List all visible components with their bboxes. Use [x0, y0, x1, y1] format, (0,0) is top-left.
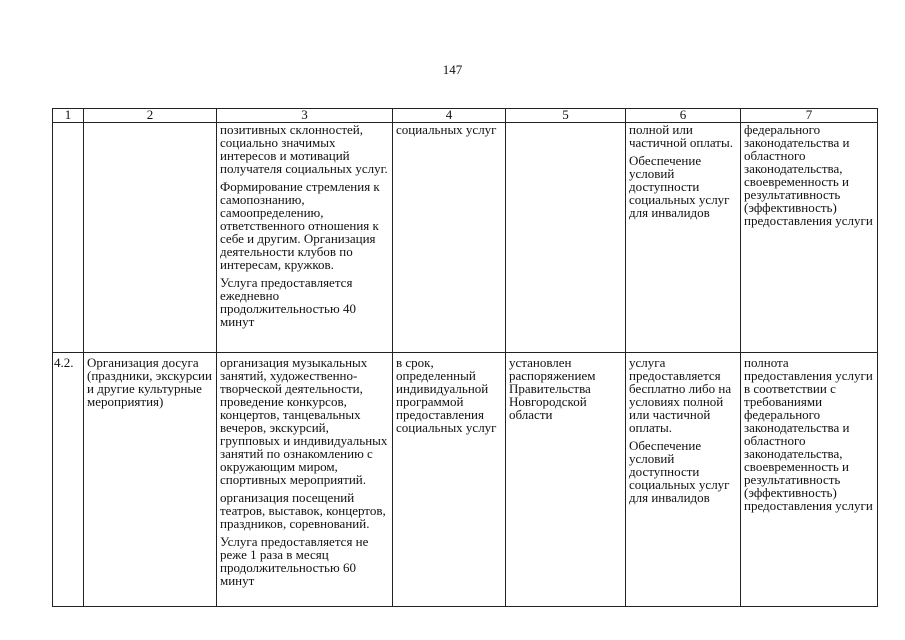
- column-number-row: [53, 109, 878, 123]
- paragraph: Обеспечение условий доступности социальных услуг для инвалидов: [629, 153, 730, 220]
- paragraph: позитивных склонностей, социально значимых интересов и мотиваций получателя социальных услуг.: [220, 122, 388, 176]
- cell-term: социальных услуг: [393, 123, 506, 353]
- cell-term: в срок, определенный индивидуальной программой предоставления социальных услуг: [393, 353, 506, 607]
- column-header: 3: [217, 109, 393, 123]
- paragraph: полной или частичной оплаты.: [629, 122, 733, 150]
- cell-service-name: Организация досуга (праздники, экскурсии и другие культурные мероприятия): [84, 353, 217, 607]
- cell-standard: установлен распоряжением Правительства Новгородской области: [506, 353, 626, 607]
- paragraph: услуга предоставляется бесплатно либо на условиях полной или частичной оплаты.: [629, 355, 732, 435]
- cell-service-name: [84, 123, 217, 353]
- table-row-4-2: [53, 353, 878, 607]
- cell-service-description: [217, 123, 393, 353]
- paragraph: организация посещений театров, выставок, концертов, праздников, соревнований.: [220, 490, 386, 531]
- column-header: 6: [626, 109, 741, 123]
- cell-service-description: [217, 353, 393, 607]
- cell-number: [53, 123, 84, 353]
- cell-quality: полнота предоставления услуги в соответствии с требованиями федерального законодательства и областного законодательства, своевременность и результативность (эффективность) предоставления услуги: [741, 353, 878, 607]
- paragraph: Формирование стремления к самопознанию, самоопределению, ответственного отношения к себе и другим. Организация деятельности клубов по интересам, кружков.: [220, 179, 380, 272]
- column-header: 7: [741, 109, 878, 123]
- cell-conditions: [626, 353, 741, 607]
- column-header: 5: [506, 109, 626, 123]
- paragraph: Услуга предоставляется ежедневно продолжительностью 40 минут: [220, 275, 356, 329]
- cell-standard: [506, 123, 626, 353]
- cell-quality: федерального законодательства и областного законодательства, своевременность и результативность (эффективность) предоставления услуги: [741, 123, 878, 353]
- paragraph: организация музыкальных занятий, художественно-творческой деятельности, проведение конкурсов, концертов, танцевальных вечеров, экскурсий, групповых и индивидуальных занятий по ознакомлению с окружающим миром, спортивных мероприятий.: [220, 355, 388, 487]
- paragraph: Услуга предоставляется не реже 1 раза в месяц продолжительностью 60 минут: [220, 534, 369, 588]
- cell-conditions: [626, 123, 741, 353]
- table-row-continuation: [53, 123, 878, 353]
- column-header: 1: [53, 109, 84, 123]
- paragraph: Обеспечение условий доступности социальных услуг для инвалидов: [629, 438, 730, 505]
- cell-number: 4.2.: [53, 353, 84, 607]
- column-header: 2: [84, 109, 217, 123]
- services-table: [52, 108, 878, 607]
- column-header: 4: [393, 109, 506, 123]
- page-number: 147: [442, 62, 463, 77]
